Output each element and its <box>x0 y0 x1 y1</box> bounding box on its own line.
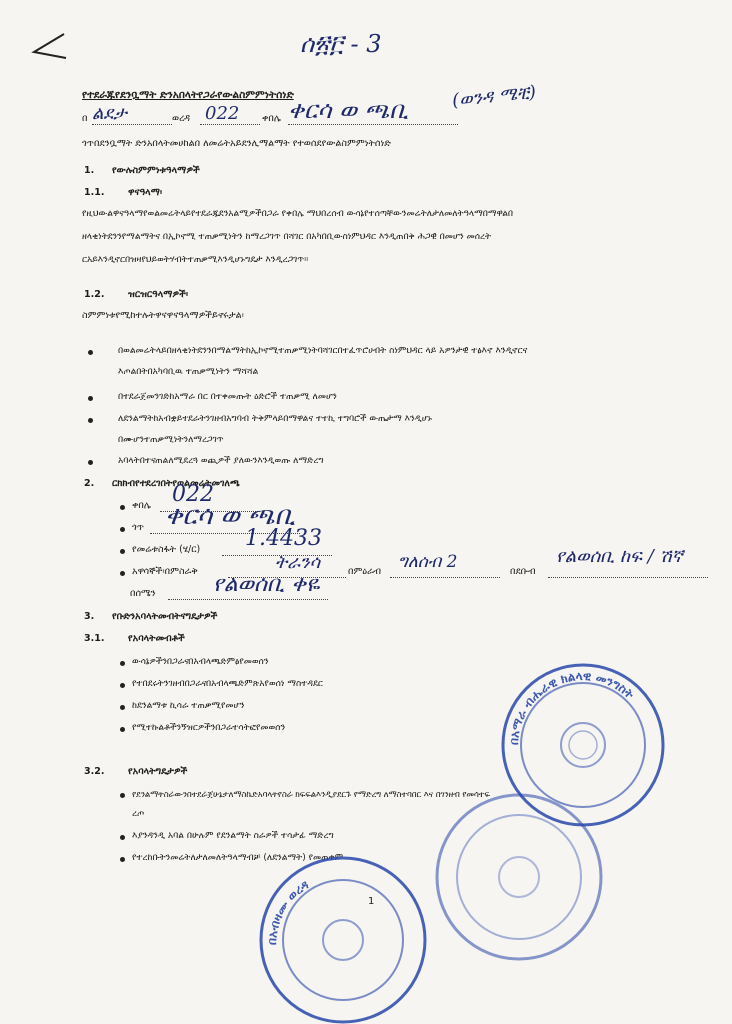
page-number-handwritten: ሰ፳፫ - 3 <box>300 30 382 58</box>
section1-1-body-line1: የዚህውልዋናዓላማየወልመሬትላይየተደራጁደንአልሚዎችበጋራ የቀበሌ ማህበረሰብ ውሳኔየተሰጣቸውንመሬትለታለመለትዓላማበማዋልበ <box>82 209 514 219</box>
section3-2-bullet-1-cont: ረጦ <box>132 809 145 819</box>
section3-2-bullet-1: የደንልማትስራውንበተደራጀሁኔታለማስኬድአባላትየስራ ክፍፍልእንዲያደርጉ የማድረግ ለማስተባበር እና በገንዘብ የመሳተፍ <box>132 789 490 799</box>
section1-2-number: 1.2. <box>84 289 105 300</box>
bullet-dot <box>120 727 125 732</box>
section2-south-value: የልወሰቢ ከፍ / ሽኛ <box>556 546 683 567</box>
section3-2-title: የአባላትግዴታዎች <box>128 766 188 777</box>
bullet-dot <box>120 793 125 798</box>
kebele-handwritten: 022 <box>205 103 240 124</box>
section1-2-intro: ስምምነቱየሚከተሉትዋናዋናዓላማዎችይኖሩታል፡ <box>82 310 244 321</box>
section2-north-label: በሰሜን <box>130 588 156 599</box>
section2-west-value: ግለሰብ 2 <box>398 552 458 572</box>
section3-1-bullet-3: ከደንልማቱ ኪሳራ ተጠቃሚየመሆን <box>132 701 245 711</box>
bullet-dot <box>120 857 125 862</box>
section1-1-body-line3: ርአይእንዲኖርበዝዛየህይወትሃብትተጠቃሚእንዲሆኑግዴታ እንዲረጋገጥ። <box>82 255 309 265</box>
village-handwritten: ቀርሳ ወ ጫቢ <box>288 96 409 124</box>
section1-1-number: 1.1. <box>84 187 105 198</box>
section1-2-bullet-3-cont: በሙሆንተጠቃሚነትንለማረጋገጥ <box>118 435 224 445</box>
line1-prefix: በ <box>82 113 88 124</box>
corner-check-mark <box>28 28 68 63</box>
section1-1-body-line2: ዘላቂነትደንንየማልማትና በኢኮኖሚ ተጠቃሚነትን ከማረጋገጥ በሻገር በአካበቢውስነምህዳር እንዲጠበቅ ሕጋዊ በመሆን መሰረት <box>82 232 492 242</box>
section1-1-title: ዋናዓላማ፡ <box>128 187 163 198</box>
section1-2-bullet-1-cont: እጦልበትበአካባቢዉ ተጠቃሚነትን ማሻሻል <box>118 367 259 377</box>
bullet-dot <box>120 705 125 710</box>
bullet-dot <box>120 683 125 688</box>
section2-kebele-label: ቀበሌ <box>132 500 151 511</box>
section2-title: ርክክብየተደረገበትየወልመሬትመገለጫ <box>112 478 240 489</box>
section1-2-bullet-1: በወልመሬትላይበዘላቂነትደንንበማልማትከኢኮኖሚተጠቃሚነትባሻገርበተፈጥሮሀብት ስነምህዳር ላይ አዎንታዊ ተፅእኖ እንዲኖርና <box>118 346 528 356</box>
section2-got-value: ቀርሳ ወ ጫቢ <box>165 501 296 531</box>
official-stamp-middle <box>432 790 607 965</box>
section3-2-bullet-2: እያንዳንዲ አባል በሁሉም የደንልማት ስራዎች ተሳታፊ ማድረግ <box>132 831 334 841</box>
section2-south-label: በደቡብ <box>510 566 536 577</box>
woreda-handwritten: ልደታ <box>92 103 127 124</box>
section2-area-value: 1.4433 <box>245 526 322 551</box>
bullet-dot <box>120 661 125 666</box>
bullet-dot <box>120 571 125 576</box>
stamp-bottom-text: በአብዛሙ ወረዳ <box>264 877 312 946</box>
section3-2-bullet-3: የተረከቡትንመሬትለታለመለትዓላማብቻ (ለደንልማት) የመጠቀም <box>132 853 344 863</box>
section2-north-value: የልወሰቢ ቀዬ <box>213 572 320 597</box>
section3-1-bullet-2: የተበደሩትንገዘብበጋራናበአብላጫድምጽአየወሰነ ማስተዳደር <box>132 679 323 689</box>
section2-east-value: ትራንሳ <box>275 552 321 573</box>
bullet-dot <box>88 418 93 423</box>
section3-1-title: የአባላትመብቶች <box>128 633 185 644</box>
section3-number: 3. <box>84 611 95 622</box>
section3-1-number: 3.1. <box>84 633 105 644</box>
bullet-dot <box>88 460 93 465</box>
section2-kebele-value: 022 <box>172 482 214 507</box>
bullet-dot <box>88 396 93 401</box>
section3-title: የቡድንአባላትመብትናግዴታዎች <box>112 611 218 622</box>
kebele-label: ቀበሌ <box>262 113 281 124</box>
section1-title: የውሉስምምነቱዓላማዎች <box>112 165 200 176</box>
document-title: የተደራጁየደንቧማት ድንአበላትየጋራየውልስምምነትሰነድ <box>82 89 294 101</box>
bullet-dot <box>120 505 125 510</box>
section2-west-label: በምዕራብ <box>348 566 382 577</box>
section3-1-bullet-1: ውሳኔዎችንበጋራናበአብላጫድምፅየመወሰን <box>132 657 269 667</box>
header-line2: ጎጥበደንቧማት ድንአበላትመሀከልበ ለመሬትአይደንሊማልማት የተወሰደየውልስምምነትሰነድ <box>82 138 391 149</box>
section1-2-bullet-2: በተደራጀመንገድከአማራ በር በተቀመጡት ዕድሮች ተጠቃሚ ለመሆን <box>118 392 337 402</box>
official-stamp-bottom <box>258 850 428 1024</box>
section1-2-title: ዝርዝርዓላማዎች፡ <box>128 289 189 300</box>
stamp-top-text: በአማራ ብሔራዊ ክልላዊ መንግስት <box>506 668 637 746</box>
section2-got-label: ጎጥ <box>132 522 144 533</box>
bullet-dot <box>120 835 125 840</box>
section1-2-bullet-3: ለደንልማትከአብቋይተደራትንገዘብአግባብ ትቅምላይበማዋልና ተተኪ ተግባሮች ውጤታማ እንዲሆኑ <box>118 414 433 424</box>
section3-1-bullet-4: የሚተኩልቶችንኝዝርዎችንበጋራተሳትፎየመወሰን <box>132 723 286 733</box>
svg-text:በአማራ ብሔራዊ ክልላዊ መንግስት <box>507 669 637 745</box>
svg-text:በአብዛሙ ወረዳ <box>265 877 312 945</box>
section2-number: 2. <box>84 478 95 489</box>
section1-number: 1. <box>84 165 95 176</box>
woreda-label: ወረዳ <box>172 113 191 124</box>
bullet-dot <box>88 350 93 355</box>
bullet-dot <box>120 549 125 554</box>
section1-2-bullet-4: አባላትበተናጠልለሚደረጓ ወጪዎች ያለውንእንዲወጡ ለማድረግ <box>118 456 324 466</box>
village-alt-handwritten: (ወንዳ ሜቺ) <box>451 81 538 112</box>
section2-east-label: አዋሳኞች፡በምስራቅ <box>132 566 198 577</box>
page-footer-number: 1 <box>368 896 375 907</box>
section3-2-number: 3.2. <box>84 766 105 777</box>
bullet-dot <box>120 527 125 532</box>
section2-area-label: የመሬቱስፋት (ሄ/ር) <box>132 544 201 555</box>
